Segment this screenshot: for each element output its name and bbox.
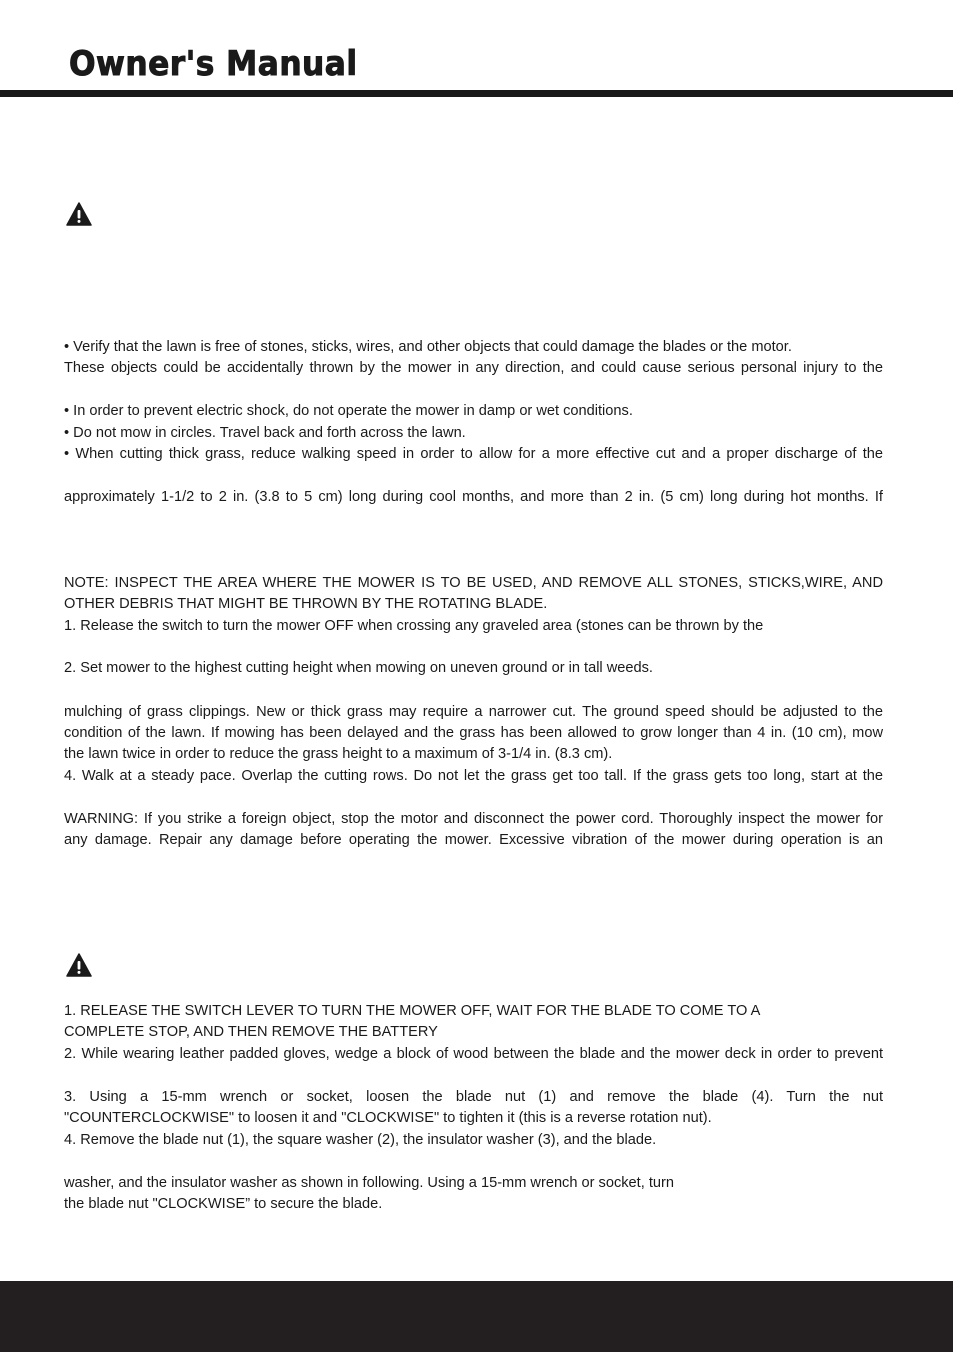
page-title: Owner's Manual — [69, 44, 358, 84]
text-line: These objects could be accidentally thrown by the mower in any direction, and could cause serious personal injury to the — [64, 360, 883, 376]
text-line: the lawn twice in order to reduce the grass height to a maximum of 3-1/4 in. (8.3 cm). — [64, 746, 613, 762]
page-footer-bar — [0, 1281, 953, 1352]
text-line: condition of the lawn. If mowing has been delayed and the grass has been allowed to grow longer than 4 in. (10 cm), mow — [64, 725, 883, 741]
text-line: washer, and the insulator washer as shown in following. Using a 15-mm wrench or socket, turn — [64, 1175, 674, 1191]
text-line: 2. Set mower to the highest cutting height when mowing on uneven ground or in tall weeds. — [64, 660, 653, 676]
text-line: approximately 1-1/2 to 2 in. (3.8 to 5 cm) long during cool months, and more than 2 in. (5 cm) long during hot months. If — [64, 489, 883, 505]
text-line: 1. RELEASE THE SWITCH LEVER TO TURN THE MOWER OFF, WAIT FOR THE BLADE TO COME TO A — [64, 1003, 761, 1019]
warning-triangle-icon — [66, 953, 92, 977]
text-line: OTHER DEBRIS THAT MIGHT BE THROWN BY THE ROTATING BLADE. — [64, 596, 548, 612]
text-line: • Verify that the lawn is free of stones, sticks, wires, and other objects that could damage the blades or the motor. — [64, 339, 792, 355]
text-line: NOTE: INSPECT THE AREA WHERE THE MOWER IS TO BE USED, AND REMOVE ALL STONES, STICKS,WIRE, AND — [64, 575, 883, 591]
warning-triangle-icon — [66, 202, 92, 226]
header-divider — [0, 90, 953, 97]
text-line: 2. While wearing leather padded gloves, wedge a block of wood between the blade and the mower deck in order to prevent — [64, 1046, 883, 1062]
text-line: WARNING: If you strike a foreign object, stop the motor and disconnect the power cord. Thoroughly inspect the mower for — [64, 811, 883, 827]
text-line: the blade nut "CLOCKWISE” to secure the blade. — [64, 1196, 383, 1212]
text-line: 3. Using a 15-mm wrench or socket, loosen the blade nut (1) and remove the blade (4). Turn the nut — [64, 1089, 883, 1105]
text-line: 4. Remove the blade nut (1), the square washer (2), the insulator washer (3), and the blade. — [64, 1132, 657, 1148]
text-line: • Do not mow in circles. Travel back and forth across the lawn. — [64, 425, 466, 441]
text-line: any damage. Repair any damage before operating the mower. Excessive vibration of the mower during operation is an — [64, 832, 883, 848]
text-line: • In order to prevent electric shock, do not operate the mower in damp or wet conditions. — [64, 403, 633, 419]
text-line: • When cutting thick grass, reduce walking speed in order to allow for a more effective cut and a proper discharge of the — [64, 446, 883, 462]
text-line: 1. Release the switch to turn the mower OFF when crossing any graveled area (stones can be thrown by the — [64, 618, 764, 634]
text-line: "COUNTERCLOCKWISE" to loosen it and "CLOCKWISE" to tighten it (this is a reverse rotation nut). — [64, 1110, 712, 1126]
text-line: COMPLETE STOP, AND THEN REMOVE THE BATTERY — [64, 1024, 438, 1040]
text-line: 4. Walk at a steady pace. Overlap the cutting rows. Do not let the grass get too tall. If the grass gets too long, start at the — [64, 768, 883, 784]
text-line: mulching of grass clippings. New or thick grass may require a narrower cut. The ground speed should be adjusted to the — [64, 704, 883, 720]
